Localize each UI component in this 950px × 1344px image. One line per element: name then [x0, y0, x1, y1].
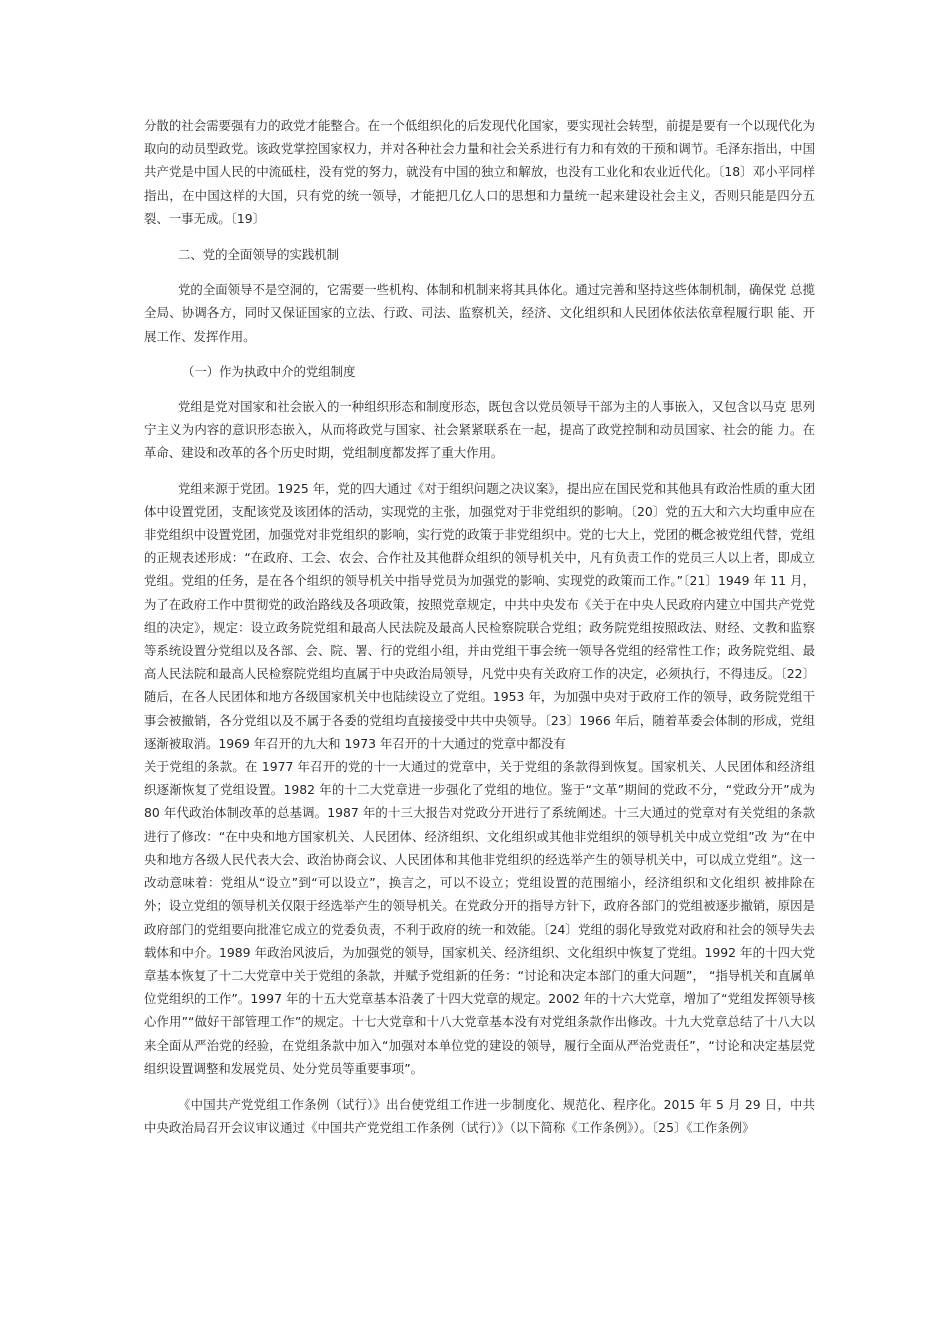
paragraph-intro: 分散的社会需要强有力的政党才能整合。在一个低组织化的后发现代化国家，要实现社会转型，前提是要有一个以现代化为取向的动员型政党。该政党掌控国家权力，并对各种社会力量和社会关系进行有力和有效的干预和调节。毛泽东指出，中国共产党是中国人民的中流砥柱，没有党的努力，就没有中国的独立和解放，也没有工业化和农业近代化。〔18〕邓小平同样指出，在中国这样的大国，只有党的统一领导，才能把几亿人口的思想和力量统一起来建设社会主义，否则只能是四分五裂、一事无成。〔19〕 — [144, 118, 815, 226]
paragraph-party-group-history: 党组来源于党团。1925 年，党的四大通过《对于组织问题之决议案》，提出应在国民党和其他具有政治性质的重大团体中设置党团，支配该党及该团体的活动，实现党的主张，加强党对于非党组织的影响。〔20〕党的五大和六大均重申应在非党组织中设置党团，加强党对非党组织的影响，实行党的政策于非党组织中。党的七大上，党团的概念被党组代替，党组的正规表述形成：“在政府、工会、农会、合作社及其他群众组织的领导机关中，凡有负责工作的党员三人以上者，即成立党组。党组的任务，是在各个组织的领导机关中指导党员为加强党的影响、实现党的政策而工作。”〔21〕1949 年 11 月，为了在政府工作中贯彻党的政治路线及各项政策，按照党章规定，中共中央发布《关于在中央人民政府内建立中国共产党党组的决定》，规定：设立政务院党组和最高人民法院及最高人民检察院联合党组；政务院党组按照政法、财经、文教和监察等系统设置分党组以及各部、会、院、署、行的党组小组，并由党组干事会统一领导各党组的经常性工作；政务院党组、最高人民法院和最高人民检察院党组均直属于中央政治局领导，凡党中央有关政府工作的决定，必须执行，不得违反。〔22〕随后，在各人民团体和地方各级国家机关中也陆续设立了党组。1953 年，为加强中央对于政府工作的领导，政务院党组干事会被撤销，各分党组以及不属于各委的党组均直接接受中共中央领导。〔23〕1966 年后，随着革委会体制的形成，党组逐渐被取消。1969 年召开的九大和 1973 年召开的十大通过的党章中都没有 — [144, 480, 815, 751]
paragraph-party-group-history-continued: 关于党组的条款。在 1977 年召开的党的十一大通过的党章中，关于党组的条款得到恢复。国家机关、人民团体和经济组织逐渐恢复了党组设置。1982 年的十二大党章进一步强化了党组的地位。鉴于“文革”期间的党政不分，“党政分开”成为80 年代政治体制改革的总基调。1987 年的十三大报告对党政分开进行了系统阐述。十三大通过的党章对有关党组的条款进行了修改：“在中央和地方国家机关、人民团体、经济组织、文化组织或其他非党组织的领导机关中成立党组”改 为“在中央和地方各级人民代表大会、政治协商会议、人民团体和其他非党组织的经选举产生的领导机关中，可以成立党组”。这一改动意味着：党组从“设立”到“可以设立”，换言之，可以不设立；党组设置的范围缩小，经济组织和文化组织 被排除在外；设立党组的领导机关仅限于经选举产生的领导机关。在党政分开的指导方针下，政府各部门的党组被逐步撤销，原因是政府部门的党组要向批准它成立的党委负责，不利于政府的统一和效能。〔24〕党组的弱化导致党对政府和社会的领导失去载体和中介。1989 年政治风波后，为加强党的领导，国家机关、经济组织、文化组织中恢复了党组。1992 年的十四大党章基本恢复了十二大党章中关于党组的条款，并赋予党组新的任务：“讨论和决定本部门的重大问题”， “指导机关和直属单位党组织的工作”。1997 年的十五大党章基本沿袭了十四大党章的规定。2002 年的十六大党章，增加了“党组发挥领导核心作用”“做好干部管理工作”的规定。十七大党章和十八大党章基本没有对党组条款作出修改。十九大党章总结了十八大以来全面从严治党的经验，在党组条款中加入“加强对本单位党的建设的领导，履行全面从严治党责任”，“讨论和决定基层党组织设置调整和发展党员、处分党员等重要事项”。 — [144, 759, 815, 1076]
section-heading: 二、党的全面领导的实践机制 — [178, 247, 340, 263]
paragraph-section-intro: 党的全面领导不是空洞的，它需要一些机构、体制和机制来将其具体化。通过完善和坚持这些体制机制，确保党 总揽全局、协调各方，同时又保证国家的立法、行政、司法、监察机关，经济、文化组织和人民团体依法依章程履行职 能、开展工作、发挥作用。 — [144, 282, 815, 344]
subsection-heading: （一）作为执政中介的党组制度 — [182, 363, 356, 379]
paragraph-party-group-definition: 党组是党对国家和社会嵌入的一种组织形态和制度形态，既包含以党员领导干部为主的人事嵌入，又包含以马克 思列宁主义为内容的意识形态嵌入，从而将政党与国家、社会紧紧联系在一起，提高了政党控制和动员国家、社会的能 力。在革命、建设和改革的各个历史时期，党组制度都发挥了重大作用。 — [144, 399, 815, 461]
paragraph-work-regulations: 《中国共产党党组工作条例（试行）》出台使党组工作进一步制度化、规范化、程序化。2015 年 5 月 29 日，中共中央政治局召开会议审议通过《中国共产党党组工作条例（试行）》（以下简称《工作条例》）。〔25〕《工作条例》 — [144, 1096, 815, 1136]
document-body — [144, 114, 815, 1139]
